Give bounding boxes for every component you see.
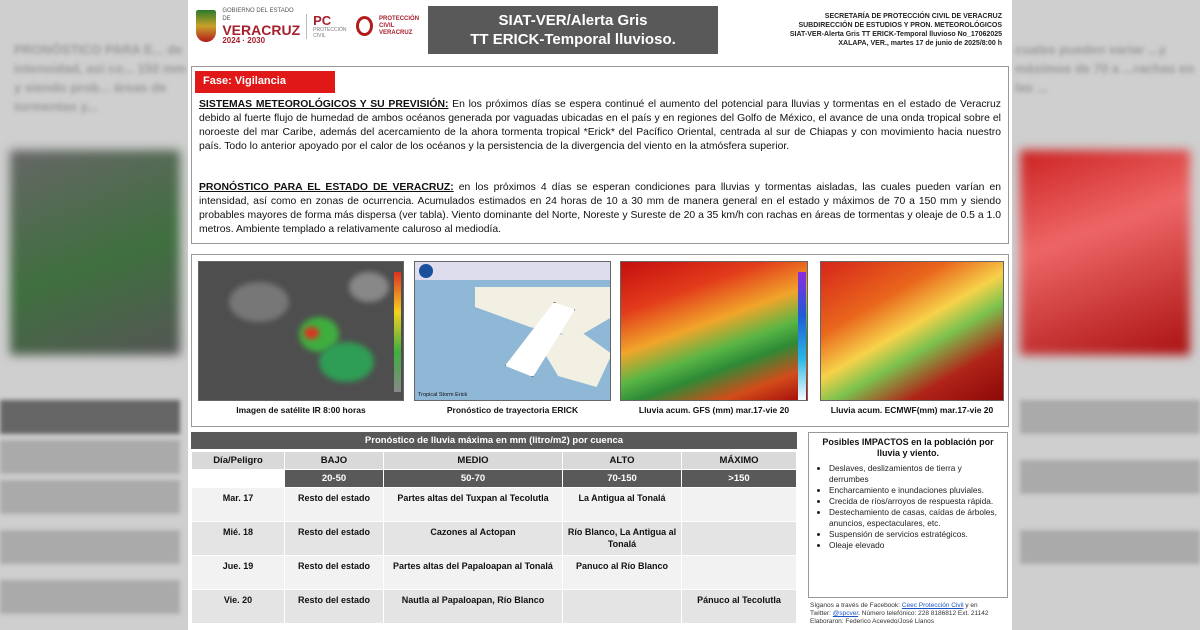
forecast-paragraph [199,181,1001,237]
issuer-info [722,12,1002,48]
alto-cell [563,590,681,623]
impact-item: • Oleaje elevado [829,540,1001,551]
impacts-title: Posibles IMPACTOS en la población por lluvia y viento. [822,437,994,458]
satellite-card [198,261,404,422]
range-cell: 70-150 [563,470,681,487]
rain-table [191,451,797,624]
satellite-caption: Imagen de satélite IR 8:00 horas [236,405,366,415]
background-left-row [0,480,180,514]
track-label: Tropical Storm Erick [418,392,468,398]
gov-logo-small: GOBIERNO DEL ESTADO DE [222,7,294,22]
alto-cell: Río Blanco, La Antigua al Tonalá [563,522,681,555]
gfs-rain-map [620,261,808,401]
gfs-colorbar [798,272,806,401]
footer-line1-tail: y en [963,602,978,609]
facebook-link[interactable]: Ceec Protección Civil [901,602,964,609]
issuer-line2: SUBDIRECCIÓN DE ESTUDIOS Y PRON. METEOROLÓGICOS [798,22,1002,29]
footer-phone: . Número telefónico: 228 8186812 Ext. 21142 [858,610,989,617]
background-right-row [1020,460,1200,494]
background-right-row [1020,400,1200,434]
header-cell: MEDIO [384,452,562,469]
systems-paragraph [199,98,1001,154]
systems-heading: SISTEMAS METEOROLÓGICOS Y SU PREVISIÓN: [199,99,449,110]
bajo-cell: Resto del estado [285,488,383,521]
satellite-image [198,261,404,401]
medio-cell: Partes altas del Papaloapan al Tonalá [384,556,562,589]
range-cell: >150 [682,470,796,487]
twitter-link[interactable]: @spcver [832,610,859,617]
alto-cell: La Antigua al Tonalá [563,488,681,521]
header-cell: ALTO [563,452,681,469]
gov-logo-name: VERACRUZ [222,21,301,38]
header-cell: BAJO [285,452,383,469]
rain-table-title: Pronóstico de lluvia máxima en mm (litro/m2) por cuenca [191,432,797,449]
maximo-cell [682,522,796,555]
alert-title-line2: TT ERICK-Temporal lluvioso. [470,31,676,48]
footer-line1 [810,602,1008,610]
day-cell: Vie. 20 [192,590,284,623]
ecmwf-rain-map [820,261,1004,401]
alert-bulletin [188,0,1012,630]
gfs-card [620,261,808,422]
gov-logo-years: 2024 · 2030 [222,35,266,45]
range-cell [192,470,284,487]
alto-cell: Panuco al Río Blanco [563,556,681,589]
bulletin-header [188,0,1012,62]
bajo-cell: Resto del estado [285,590,383,623]
range-row [192,470,796,487]
range-cell: 20-50 [285,470,383,487]
impact-item: • Crecida de ríos/arroyos de respuesta rápida. [829,496,1001,507]
bajo-cell: Resto del estado [285,522,383,555]
pc-logo-sub: PROTECCIÓN CIVIL [313,26,347,39]
gov-logo [222,7,300,46]
footer-contact [810,602,1008,626]
gfs-caption: Lluvia acum. GFS (mm) mar.17-vie 20 [638,405,790,415]
ecmwf-card [820,261,1004,422]
pcv-seal-icon [356,16,373,36]
day-cell: Mar. 17 [192,488,284,521]
background-left-row [0,530,180,564]
impacts-box [808,432,1008,598]
table-row [192,522,796,555]
impacts-list [815,463,1001,551]
day-cell: Jue. 19 [192,556,284,589]
footer-facebook-label: Síganos a través de Facebook: [810,602,902,609]
background-left-row [0,400,180,434]
pc-logo [306,14,350,39]
ecmwf-caption: Lluvia acum. ECMWF(mm) mar.17-vie 20 [830,405,994,415]
table-row [192,556,796,589]
pcv-logo-text: PROTECCIÓN CIVIL VERACRUZ [379,15,420,36]
impact-item: • Destechamiento de casas, caídas de árboles, anuncios, espectaculares, etc. [829,507,1001,529]
alert-title [428,6,718,54]
table-row [192,590,796,623]
background-left-text: PRONÓSTICO PARA E... de intensidad, así co... 150 mm y siendo prob... áreas de tormentas y... [14,42,186,114]
issuer-line4: XALAPA, VER., martes 17 de junio de 2025/8:00 h [838,40,1002,47]
veracruz-shield-icon [196,10,216,42]
noaa-logo-icon [419,264,433,278]
footer-line2 [810,610,1008,618]
header-cell: MÁXIMO [682,452,796,469]
day-cell: Mié. 18 [192,522,284,555]
track-header-strip [415,262,610,280]
medio-cell: Partes altas del Tuxpan al Tecolutla [384,488,562,521]
alert-title-line1: SIAT-VER/Alerta Gris [498,12,648,29]
background-right-text: cuales pueden variar ...y máximos de 70 a ...rachas en las ... [1015,42,1195,95]
table-row [192,488,796,521]
impact-item: • Deslaves, deslizamientos de tierra y derrumbes [829,463,1001,485]
issuer-line3: SIAT-VER-Alerta Gris TT ERICK-Temporal lluvioso No_17062025 [789,31,1002,38]
range-cell: 50-70 [384,470,562,487]
medio-cell: Nautla al Papaloapan, Río Blanco [384,590,562,623]
forecast-heading: PRONÓSTICO PARA EL ESTADO DE VERACRUZ: [199,182,454,193]
maximo-cell [682,556,796,589]
maps-panel [191,254,1009,427]
forecast-text: en los próximos 4 días se esperan condiciones para lluvias y tormentas aisladas, las cuales pueden varían en intensidad, así como en zonas de ocurrencia. Acumulados estimados en 24 horas de 10 a 30 mm de manera general en el estado y máximos de 70 a 150 mm y siendo probables mayores de forma más dispersa (ver tabla). Viento dominante del Norte, Noreste y Sureste de 20 a 35 km/h con rachas en áreas de tormentas y oleaje de 0.5 a 1.0 metros. Ambiente templado a relativamente caluroso al mediodía. [199,182,1002,235]
issuer-line1: SECRETARÍA DE PROTECCIÓN CIVIL DE VERACRUZ [824,13,1002,20]
background-right-row [1020,530,1200,564]
rain-table-header [192,452,796,469]
footer-authors: Elaboraron: Federico Acevedo/José Llanos [810,618,934,625]
phase-badge: Fase: Vigilancia [195,71,335,93]
impact-item: • Suspensión de servicios estratégicos. [829,529,1001,540]
maximo-cell [682,488,796,521]
header-cell: Día/Peligro [192,452,284,469]
track-caption: Pronóstico de trayectoria ERICK [446,405,579,415]
impact-item: • Encharcamiento e inundaciones pluviales. [829,485,1001,496]
track-forecast-image [414,261,611,401]
background-right-image [1020,150,1190,355]
background-left-row [0,440,180,474]
systems-text: En los próximos días se espera continué el aumento del potencial para lluvias y tormentas en el estado de Veracruz debido al fuerte flujo de humedad de ambos océanos generada por vaguadas ubicadas en el país y en regiones del Golfo de México, el avance de una onda tropical sobre el noroeste del mar Caribe, además del acercamiento de la ahora tormenta tropical *Erick* del Pacífico Oriental, centrada al sur de Chiapas y con movimiento hacia nuestro país. Todo lo anterior apoyado por el calor de los océanos y la persistencia de la divergencia del viento en la atmósfera superior. [199,99,1001,152]
bajo-cell: Resto del estado [285,556,383,589]
medio-cell: Cazones al Actopan [384,522,562,555]
pc-logo-letters: PC [313,12,332,28]
track-card [414,261,611,422]
logo-strip [196,8,426,44]
footer-twitter-label: Twitter: [810,610,833,617]
background-left-image [10,150,180,355]
maximo-cell: Pánuco al Tecolutla [682,590,796,623]
background-left-row [0,580,180,614]
